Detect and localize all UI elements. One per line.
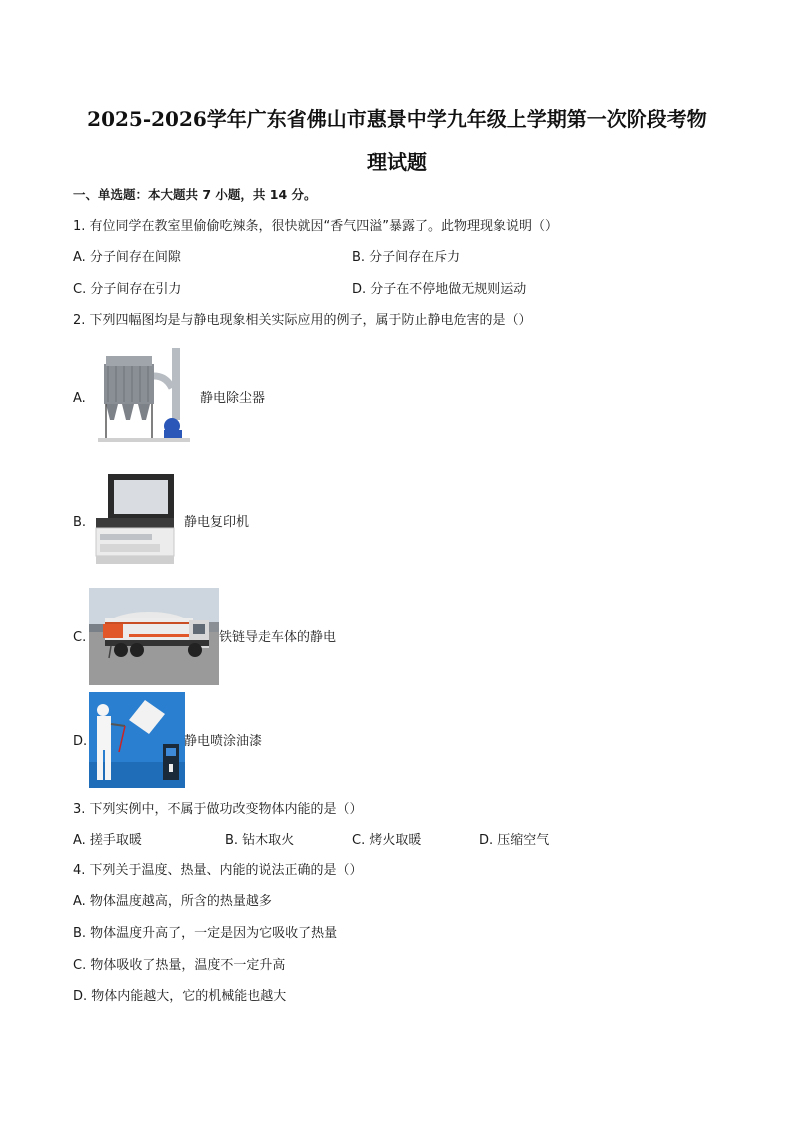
- question-4-option-a: A. 物体温度越高，所含的热量越多: [73, 894, 272, 909]
- question-2-option-d-caption: 静电喷涂油漆: [184, 734, 263, 749]
- question-2-option-a-letter: A.: [73, 391, 86, 406]
- question-3-option-b: B. 钻木取火: [225, 833, 295, 848]
- question-3-stem: 3. 下列实例中，不属于做功改变物体内能的是（）: [73, 802, 363, 817]
- question-3-option-a: A. 搓手取暖: [73, 833, 142, 848]
- spray-painting-image: [89, 692, 185, 788]
- dust-collector-image: [96, 346, 192, 446]
- question-2-option-c-letter: C.: [73, 630, 87, 645]
- tanker-truck-image: [89, 588, 219, 685]
- question-4-option-c: C. 物体吸收了热量，温度不一定升高: [73, 958, 286, 973]
- exam-title-line-2: 理试题: [367, 150, 427, 174]
- question-3-option-d: D. 压缩空气: [479, 833, 550, 848]
- question-1-stem: 1. 有位同学在教室里偷偷吃辣条，很快就因“香气四溢”暴露了。此物理现象说明（）: [73, 219, 559, 234]
- question-2-option-b-letter: B.: [73, 515, 87, 530]
- question-1-option-a: A. 分子间存在间隙: [73, 250, 181, 265]
- question-2-option-b-caption: 静电复印机: [184, 515, 250, 530]
- question-1-option-b: B. 分子间存在斥力: [352, 250, 461, 265]
- question-4-option-b: B. 物体温度升高了，一定是因为它吸收了热量: [73, 926, 338, 941]
- question-2-option-a-caption: 静电除尘器: [200, 391, 266, 406]
- question-2-stem: 2. 下列四幅图均是与静电现象相关实际应用的例子，属于防止静电危害的是（）: [73, 313, 532, 328]
- question-2-option-d-letter: D.: [73, 734, 88, 749]
- copier-image: [90, 470, 178, 570]
- question-3-option-c: C. 烤火取暖: [352, 833, 422, 848]
- question-1-option-c: C. 分子间存在引力: [73, 282, 182, 297]
- section-heading: 一、单选题：本大题共 7 小题，共 14 分。: [73, 187, 317, 202]
- question-4-stem: 4. 下列关于温度、热量、内能的说法正确的是（）: [73, 863, 363, 878]
- exam-title-line-1: 2025-2026学年广东省佛山市惠景中学九年级上学期第一次阶段考物: [87, 107, 707, 131]
- question-1-option-d: D. 分子在不停地做无规则运动: [352, 282, 527, 297]
- question-2-option-c-caption: 铁链导走车体的静电: [219, 630, 337, 645]
- question-4-option-d: D. 物体内能越大，它的机械能也越大: [73, 989, 287, 1004]
